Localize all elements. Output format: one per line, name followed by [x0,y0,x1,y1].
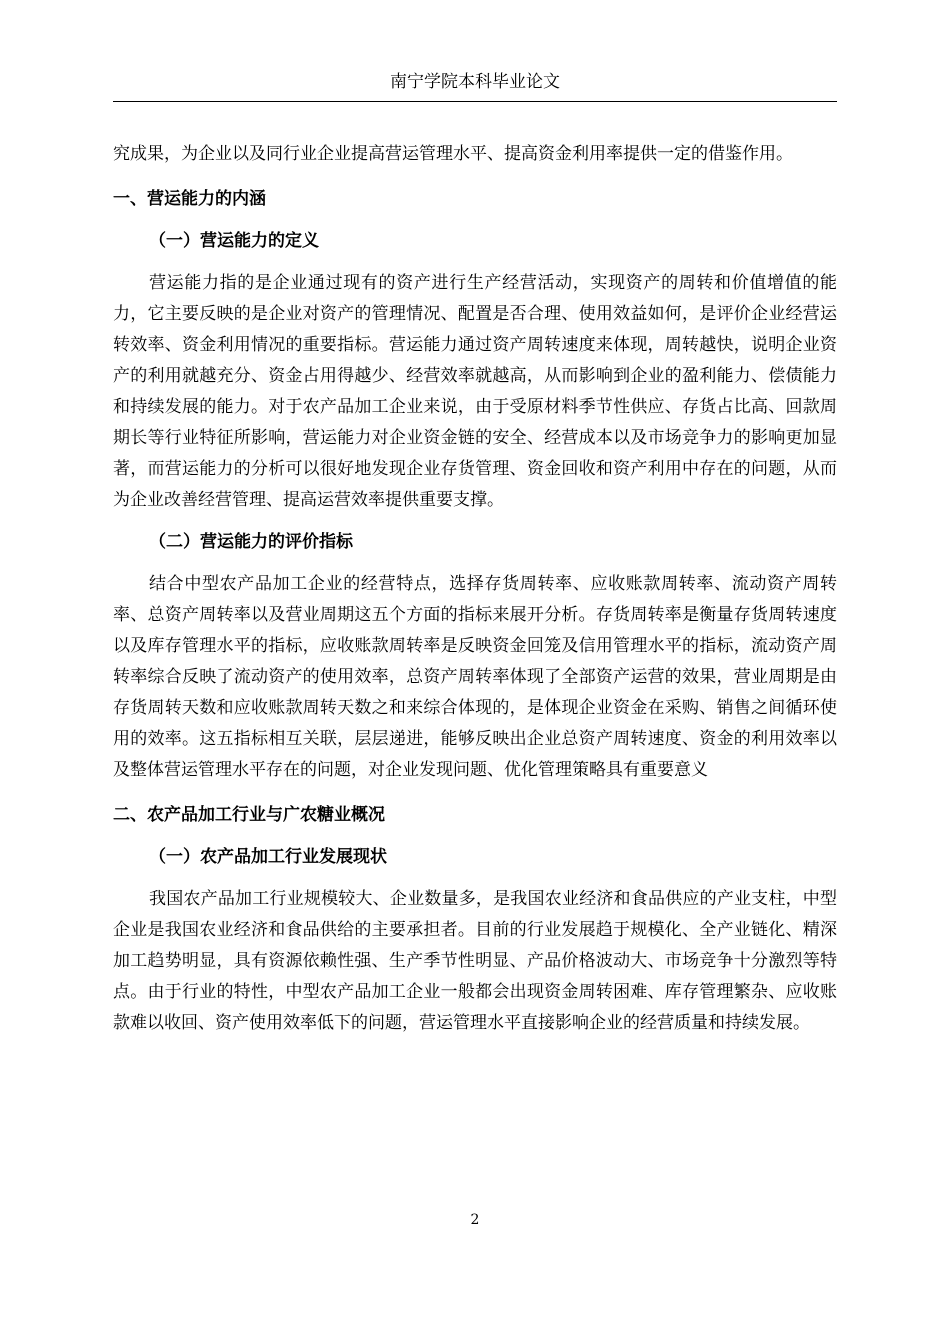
section-heading-1: 一、营运能力的内涵 [113,189,266,209]
subsection-heading-1-2: （二）营运能力的评价指标 [149,532,353,552]
paragraph-1-2: 结合中型农产品加工企业的经营特点，选择存货周转率、应收账款周转率、流动资产周转率、总资产周转率以及营业周期这五个方面的指标来展开分析。存货周转率是衡量存货周转速度以及库存管理水平的指标，应收账款周转率是反映资金回笼及信用管理水平的指标，流动资产周转率综合反映了流动资产的使用效率，总资产周转率体现了全部资产运营的效果，营业周期是由存货周转天数和应收账款周转天数之和来综合体现的，是体现企业资金在采购、销售之间循环使用的效率。这五指标相互关联，层层递进，能够反映出企业总资产周转速度、资金的利用效率以及整体营运管理水平存在的问题，对企业发现问题、优化管理策略具有重要意义 [113,574,837,780]
page-body [113,139,837,1039]
running-header: 南宁学院本科毕业论文 [390,72,560,92]
section-heading-2: 二、农产品加工行业与广农糖业概况 [113,805,385,825]
header-rule [113,101,837,102]
paragraph-1-1: 营运能力指的是企业通过现有的资产进行生产经营活动，实现资产的周转和价值增值的能力，它主要反映的是企业对资产的管理情况、配置是否合理、使用效益如何，是评价企业经营运转效率、资金利用情况的重要指标。营运能力通过资产周转速度来体现，周转越快，说明企业资产的利用就越充分、资金占用得越少、经营效率就越高，从而影响到企业的盈利能力、偿债能力和持续发展的能力。对于农产品加工企业来说，由于受原材料季节性供应、存货占比高、回款周期长等行业特征所影响，营运能力对企业资金链的安全、经营成本以及市场竞争力的影响更加显著，而营运能力的分析可以很好地发现企业存货管理、资金回收和资产利用中存在的问题，从而为企业改善经营管理、提高运营效率提供重要支撑。 [113,273,837,510]
subsection-heading-1-1: （一）营运能力的定义 [149,231,319,251]
continued-paragraph: 究成果，为企业以及同行业企业提高营运管理水平、提高资金利用率提供一定的借鉴作用。 [113,144,793,164]
subsection-heading-2-1: （一）农产品加工行业发展现状 [149,847,387,867]
page-number: 2 [470,1212,480,1228]
paragraph-2-1: 我国农产品加工行业规模较大、企业数量多，是我国农业经济和食品供应的产业支柱，中型企业是我国农业经济和食品供给的主要承担者。目前的行业发展趋于规模化、全产业链化、精深加工趋势明显，具有资源依赖性强、生产季节性明显、产品价格波动大、市场竞争十分激烈等特点。由于行业的特性，中型农产品加工企业一般都会出现资金周转困难、库存管理繁杂、应收账款难以收回、资产使用效率低下的问题，营运管理水平直接影响企业的经营质量和持续发展。 [113,889,837,1033]
